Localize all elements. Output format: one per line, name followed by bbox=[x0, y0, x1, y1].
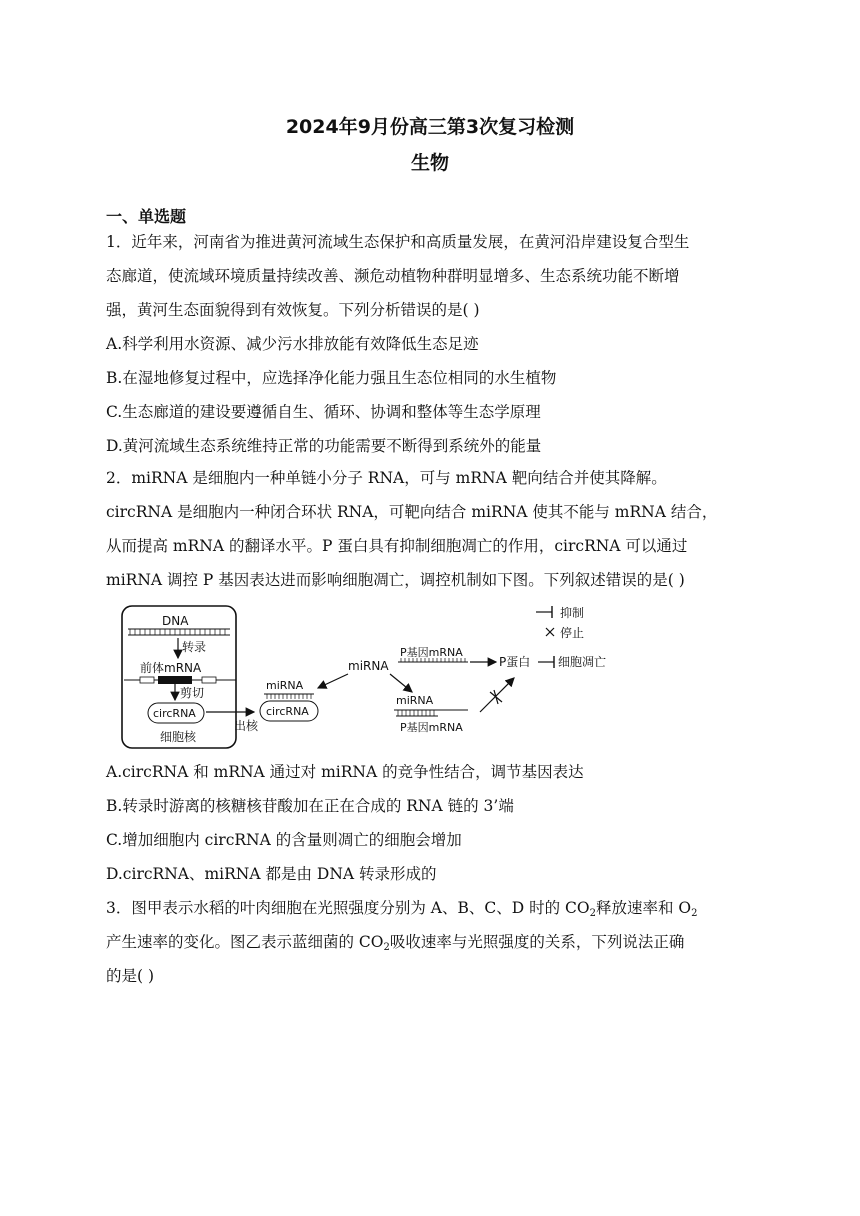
mirna-to-mrna-arrow bbox=[390, 674, 412, 692]
q2-line-4: miRNA 调控 P 基因表达进而影响细胞凋亡，调控机制如下图。下列叙述错误的是( ) bbox=[106, 571, 685, 589]
q3-line-3: 的是( ) bbox=[106, 967, 155, 985]
legend-inhibit-symbol bbox=[536, 606, 552, 618]
q1-option-b: B.在湿地修复过程中，应选择净化能力强且生态位相同的水生植物 bbox=[106, 369, 557, 387]
legend-stop-label: 停止 bbox=[560, 626, 585, 640]
mirna-label: miRNA bbox=[348, 659, 389, 673]
blocked-translation-arrow bbox=[480, 678, 514, 712]
q2-option-b: B.转录时游离的核糖核苷酸加在正在合成的 RNA 链的 3’端 bbox=[106, 797, 514, 815]
p-protein-label: P蛋白 bbox=[499, 655, 531, 669]
q2-line-1: 2．miRNA 是细胞内一种单链小分子 RNA，可与 mRNA 靶向结合并使其降解。 bbox=[106, 469, 667, 487]
circrna2-label: circRNA bbox=[266, 705, 309, 718]
mirna-to-circrna-arrow bbox=[318, 674, 348, 688]
export-label: 出核 bbox=[234, 719, 259, 733]
circrna-label: circRNA bbox=[153, 707, 196, 720]
apoptosis-label: 细胞凋亡 bbox=[558, 655, 607, 669]
p-gene-mrna-top-label: P基因mRNA bbox=[400, 646, 463, 659]
q3-line-2: 产生速率的变化。图乙表示蓝细菌的 $CO_2$吸收速率与光照强度的关系，下列说法正确 bbox=[106, 933, 685, 953]
bound-mirna2-label: miRNA bbox=[396, 694, 434, 707]
p-gene-mrna-bottom-strand bbox=[394, 710, 468, 716]
q1-line-3: 强，黄河生态面貌得到有效恢复。下列分析错误的是( ) bbox=[106, 301, 480, 319]
dna-strand bbox=[128, 629, 230, 635]
q2-option-a: A.circRNA 和 mRNA 通过对 miRNA 的竞争性结合，调节基因表达 bbox=[106, 763, 584, 781]
q1-option-d: D.黄河流域生态系统维持正常的功能需要不断得到系统外的能量 bbox=[106, 437, 542, 455]
section-heading: 一、单选题 bbox=[106, 207, 187, 226]
legend-inhibit-label: 抑制 bbox=[560, 606, 585, 620]
q3-line-1: 3．图甲表示水稻的叶肉细胞在光照强度分别为 A、B、C、D 时的 $CO_2$释放速率和 $O_2$ bbox=[106, 899, 698, 919]
pre-mrna-label: 前体mRNA bbox=[140, 661, 202, 675]
bound-mirna-label: miRNA bbox=[266, 679, 304, 692]
q2-line-2: circRNA 是细胞内一种闭合环状 RNA，可靶向结合 miRNA 使其不能与 mRNA 结合， bbox=[106, 503, 718, 521]
bound-mirna-strand bbox=[264, 694, 314, 699]
splicing-label: 剪切 bbox=[180, 686, 205, 700]
exam-title: 2024年9月份高三第3次复习检测 bbox=[285, 116, 575, 138]
q1-option-c: C.生态廊道的建设要遵循自生、循环、协调和整体等生态学原理 bbox=[106, 403, 541, 421]
transcription-label: 转录 bbox=[182, 640, 207, 654]
pre-mrna-strand bbox=[124, 676, 236, 684]
q1-line-1: 1．近年来，河南省为推进黄河流域生态保护和高质量发展，在黄河沿岸建设复合型生 bbox=[106, 233, 690, 251]
q2-line-3: 从而提高 mRNA 的翻译水平。P 蛋白具有抑制细胞凋亡的作用，circRNA 可以通过 bbox=[106, 537, 688, 555]
regulation-diagram bbox=[118, 600, 618, 752]
subject-title: 生物 bbox=[410, 152, 449, 174]
inhibit-apoptosis-symbol bbox=[538, 656, 554, 668]
q2-option-c: C.增加细胞内 circRNA 的含量则凋亡的细胞会增加 bbox=[106, 831, 462, 849]
legend-stop-symbol bbox=[546, 628, 554, 636]
q2-option-d: D.circRNA、miRNA 都是由 DNA 转录形成的 bbox=[106, 865, 437, 883]
q1-line-2: 态廊道，使流域环境质量持续改善、濒危动植物种群明显增多、生态系统功能不断增 bbox=[106, 267, 680, 285]
dna-label: DNA bbox=[162, 614, 189, 628]
p-gene-mrna-bottom-label: P基因mRNA bbox=[400, 721, 463, 734]
q1-option-a: A.科学利用水资源、减少污水排放能有效降低生态足迹 bbox=[106, 335, 479, 353]
nucleus-label: 细胞核 bbox=[160, 730, 197, 744]
